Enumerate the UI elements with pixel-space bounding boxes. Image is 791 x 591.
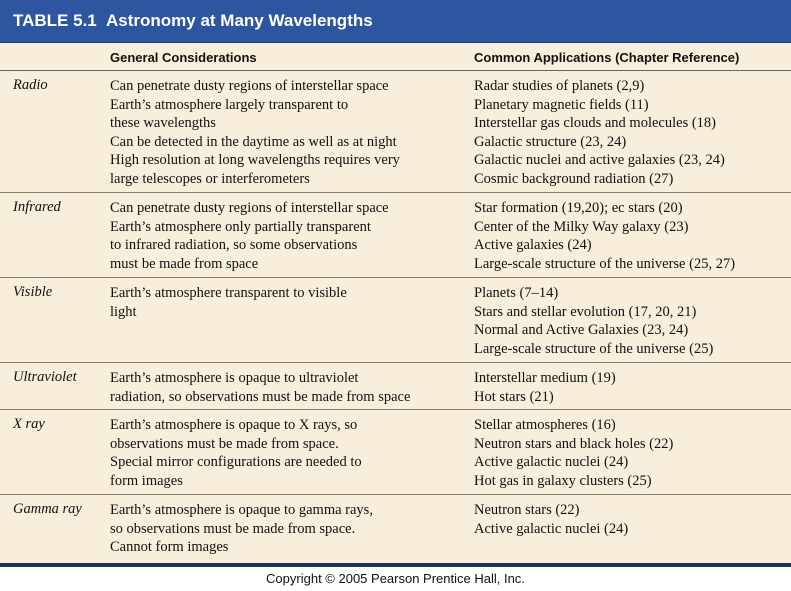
header-divider <box>0 70 791 71</box>
wavelength-label: Ultraviolet <box>13 369 77 385</box>
consideration-line: Can penetrate dusty regions of interstellar space <box>110 78 389 94</box>
application-line: Stellar atmospheres (16) <box>474 417 616 433</box>
consideration-line: Earth’s atmosphere largely transparent to <box>110 96 349 113</box>
consideration-line: observations must be made from space. <box>110 435 339 452</box>
consideration-line: must be made from space <box>110 255 259 272</box>
application-line: Hot gas in galaxy clusters (25) <box>474 472 652 489</box>
table-title: Astronomy at Many Wavelengths <box>106 11 373 30</box>
row-divider <box>0 277 791 278</box>
wavelength-label: Gamma ray <box>13 501 82 517</box>
application-line: Interstellar gas clouds and molecules (18) <box>474 115 716 132</box>
consideration-line: Earth’s atmosphere is opaque to gamma rays, <box>110 502 373 518</box>
applications-cell <box>474 77 725 189</box>
consideration-line: Earth’s atmosphere is opaque to X rays, so <box>110 417 358 433</box>
consideration-line: radiation, so observations must be made from space <box>110 388 411 405</box>
application-line: Active galaxies (24) <box>474 237 592 254</box>
application-line: Galactic structure (23, 24) <box>474 133 627 150</box>
considerations-cell <box>110 369 410 406</box>
application-line: Planetary magnetic fields (11) <box>474 96 649 113</box>
consideration-line: High resolution at long wavelengths requires very <box>110 152 400 169</box>
application-line: Normal and Active Galaxies (23, 24) <box>474 322 689 339</box>
consideration-line: so observations must be made from space. <box>110 520 356 537</box>
application-line: Stars and stellar evolution (17, 20, 21) <box>474 303 697 320</box>
header-applications: Common Applications (Chapter Reference) <box>474 50 740 65</box>
application-line: Planets (7–14) <box>474 285 559 301</box>
application-line: Neutron stars (22) <box>474 502 580 518</box>
applications-cell <box>474 199 735 273</box>
wavelength-label: Radio <box>13 77 48 93</box>
application-line: Large-scale structure of the universe (25) <box>474 340 714 357</box>
application-line: Star formation (19,20); ec stars (20) <box>474 200 683 216</box>
application-line: Galactic nuclei and active galaxies (23, 24) <box>474 152 725 169</box>
consideration-line: Earth’s atmosphere transparent to visible <box>110 285 347 301</box>
consideration-line: Earth’s atmosphere is opaque to ultraviolet <box>110 370 359 386</box>
table-title-bar <box>0 0 791 43</box>
application-line: Neutron stars and black holes (22) <box>474 435 674 452</box>
application-line: Radar studies of planets (2,9) <box>474 78 645 94</box>
considerations-cell <box>110 501 373 557</box>
considerations-cell <box>110 284 347 321</box>
application-line: Hot stars (21) <box>474 388 554 405</box>
application-line: Active galactic nuclei (24) <box>474 454 629 471</box>
wavelength-label: X ray <box>13 416 45 432</box>
wavelength-label: Visible <box>13 284 53 300</box>
header-considerations: General Considerations <box>110 50 257 65</box>
copyright-notice: Copyright © 2005 Pearson Prentice Hall, Inc. <box>266 571 525 586</box>
applications-cell <box>474 284 713 358</box>
consideration-line: Cannot form images <box>110 539 229 556</box>
consideration-line: large telescopes or interferometers <box>110 170 310 187</box>
consideration-line: Can penetrate dusty regions of interstellar space <box>110 200 389 216</box>
application-line: Interstellar medium (19) <box>474 370 616 386</box>
applications-cell <box>474 416 673 490</box>
table-number: TABLE 5.1 <box>13 11 97 30</box>
considerations-cell <box>110 199 389 273</box>
bottom-divider <box>0 563 791 567</box>
consideration-line: Special mirror configurations are needed to <box>110 454 362 471</box>
row-divider <box>0 362 791 363</box>
application-line: Cosmic background radiation (27) <box>474 170 674 187</box>
application-line: Large-scale structure of the universe (25, 27) <box>474 255 736 272</box>
consideration-line: light <box>110 303 137 320</box>
application-line: Center of the Milky Way galaxy (23) <box>474 218 689 235</box>
consideration-line: these wavelengths <box>110 115 216 132</box>
considerations-cell <box>110 416 362 490</box>
row-divider <box>0 409 791 410</box>
row-divider <box>0 494 791 495</box>
considerations-cell <box>110 77 400 189</box>
consideration-line: to infrared radiation, so some observations <box>110 237 358 254</box>
consideration-line: Earth’s atmosphere only partially transparent <box>110 218 371 235</box>
application-line: Active galactic nuclei (24) <box>474 520 629 537</box>
row-divider <box>0 192 791 193</box>
wavelength-label: Infrared <box>13 199 61 215</box>
applications-cell <box>474 501 628 538</box>
consideration-line: Can be detected in the daytime as well as at night <box>110 133 397 150</box>
consideration-line: form images <box>110 472 183 489</box>
applications-cell <box>474 369 616 406</box>
